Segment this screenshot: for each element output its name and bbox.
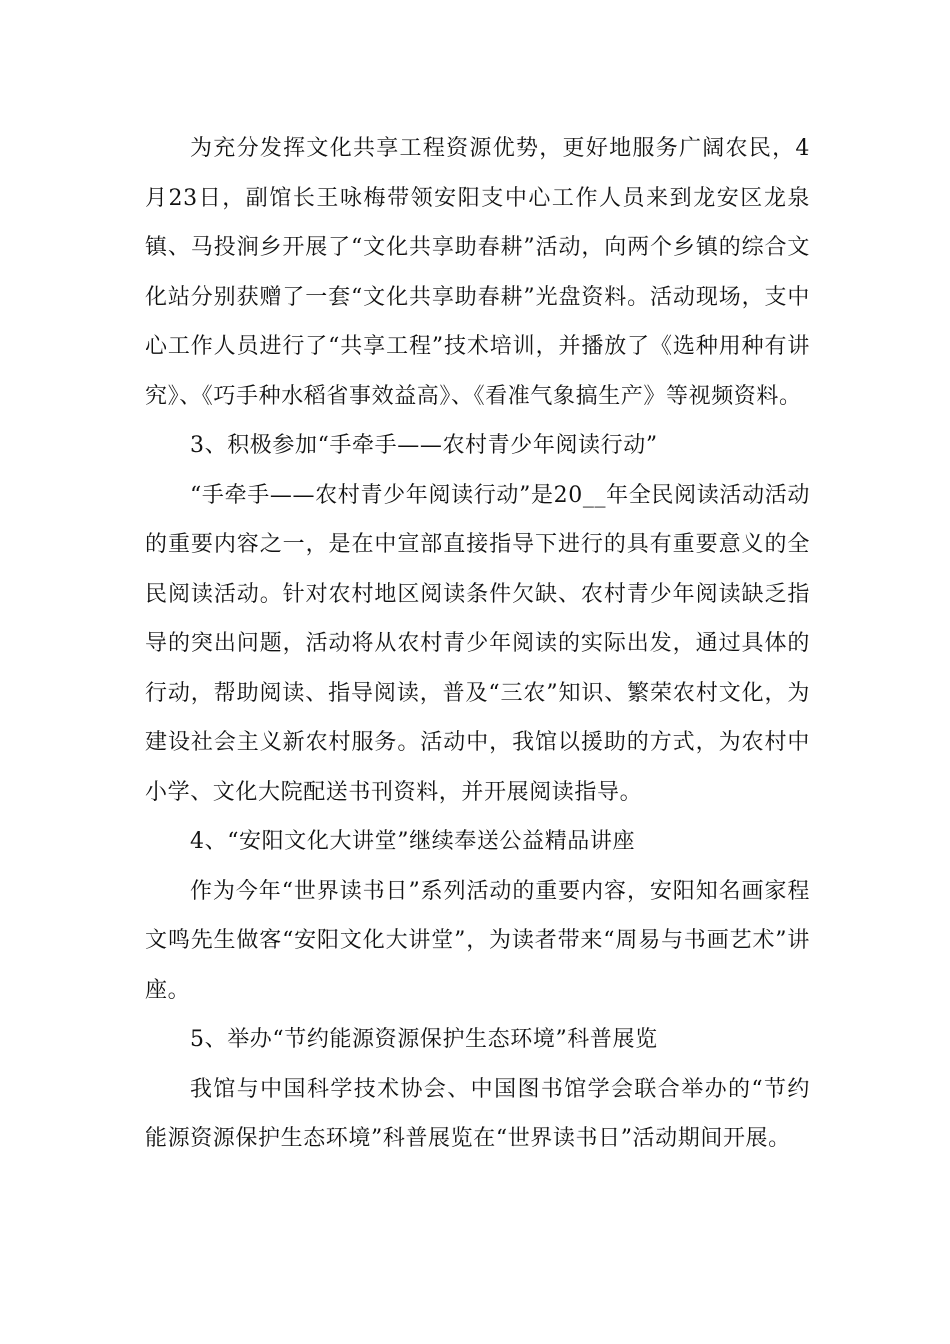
heading-item-5: 5、举办“节约能源资源保护生态环境”科普展览 (190, 1027, 658, 1052)
paragraph-lecture: 作为今年“世界读书日”系列活动的重要内容，安阳知名画家程文鸣先生做客“安阳文化大讲堂”，为读者带来“周易与书画艺术”讲座。 (145, 878, 810, 1003)
document-body (145, 124, 810, 1164)
heading-item-4: 4、“安阳文化大讲堂”继续奉送公益精品讲座 (190, 829, 636, 854)
paragraph-exhibition: 我馆与中国科学技术协会、中国图书馆学会联合举办的“节约能源资源保护生态环境”科普展览在“世界读书日”活动期间开展。 (145, 1076, 810, 1151)
heading-item-3: 3、积极参加“手牵手——农村青少年阅读行动” (190, 433, 658, 458)
paragraph-sharing-project: 为充分发挥文化共享工程资源优势，更好地服务广阔农民，4月23日，副馆长王咏梅带领安阳支中心工作人员来到龙安区龙泉镇、马投涧乡开展了“文化共享助春耕”活动，向两个乡镇的综合文化站分别获赠了一套“文化共享助春耕”光盘资料。活动现场，支中心工作人员进行了“共享工程”技术培训，并播放了《选种用种有讲究》、《巧手种水稻省事效益高》、《看准气象搞生产》等视频资料。 (145, 136, 810, 409)
paragraph-youth-reading: “手牵手——农村青少年阅读行动”是20__年全民阅读活动活动的重要内容之一，是在中宣部直接指导下进行的具有重要意义的全民阅读活动。针对农村地区阅读条件欠缺、农村青少年阅读缺乏指导的突出问题，活动将从农村青少年阅读的实际出发，通过具体的行动，帮助阅读、指导阅读，普及“三农”知识、繁荣农村文化，为建设社会主义新农村服务。活动中，我馆以援助的方式，为农村中小学、文化大院配送书刊资料，并开展阅读指导。 (145, 482, 810, 805)
